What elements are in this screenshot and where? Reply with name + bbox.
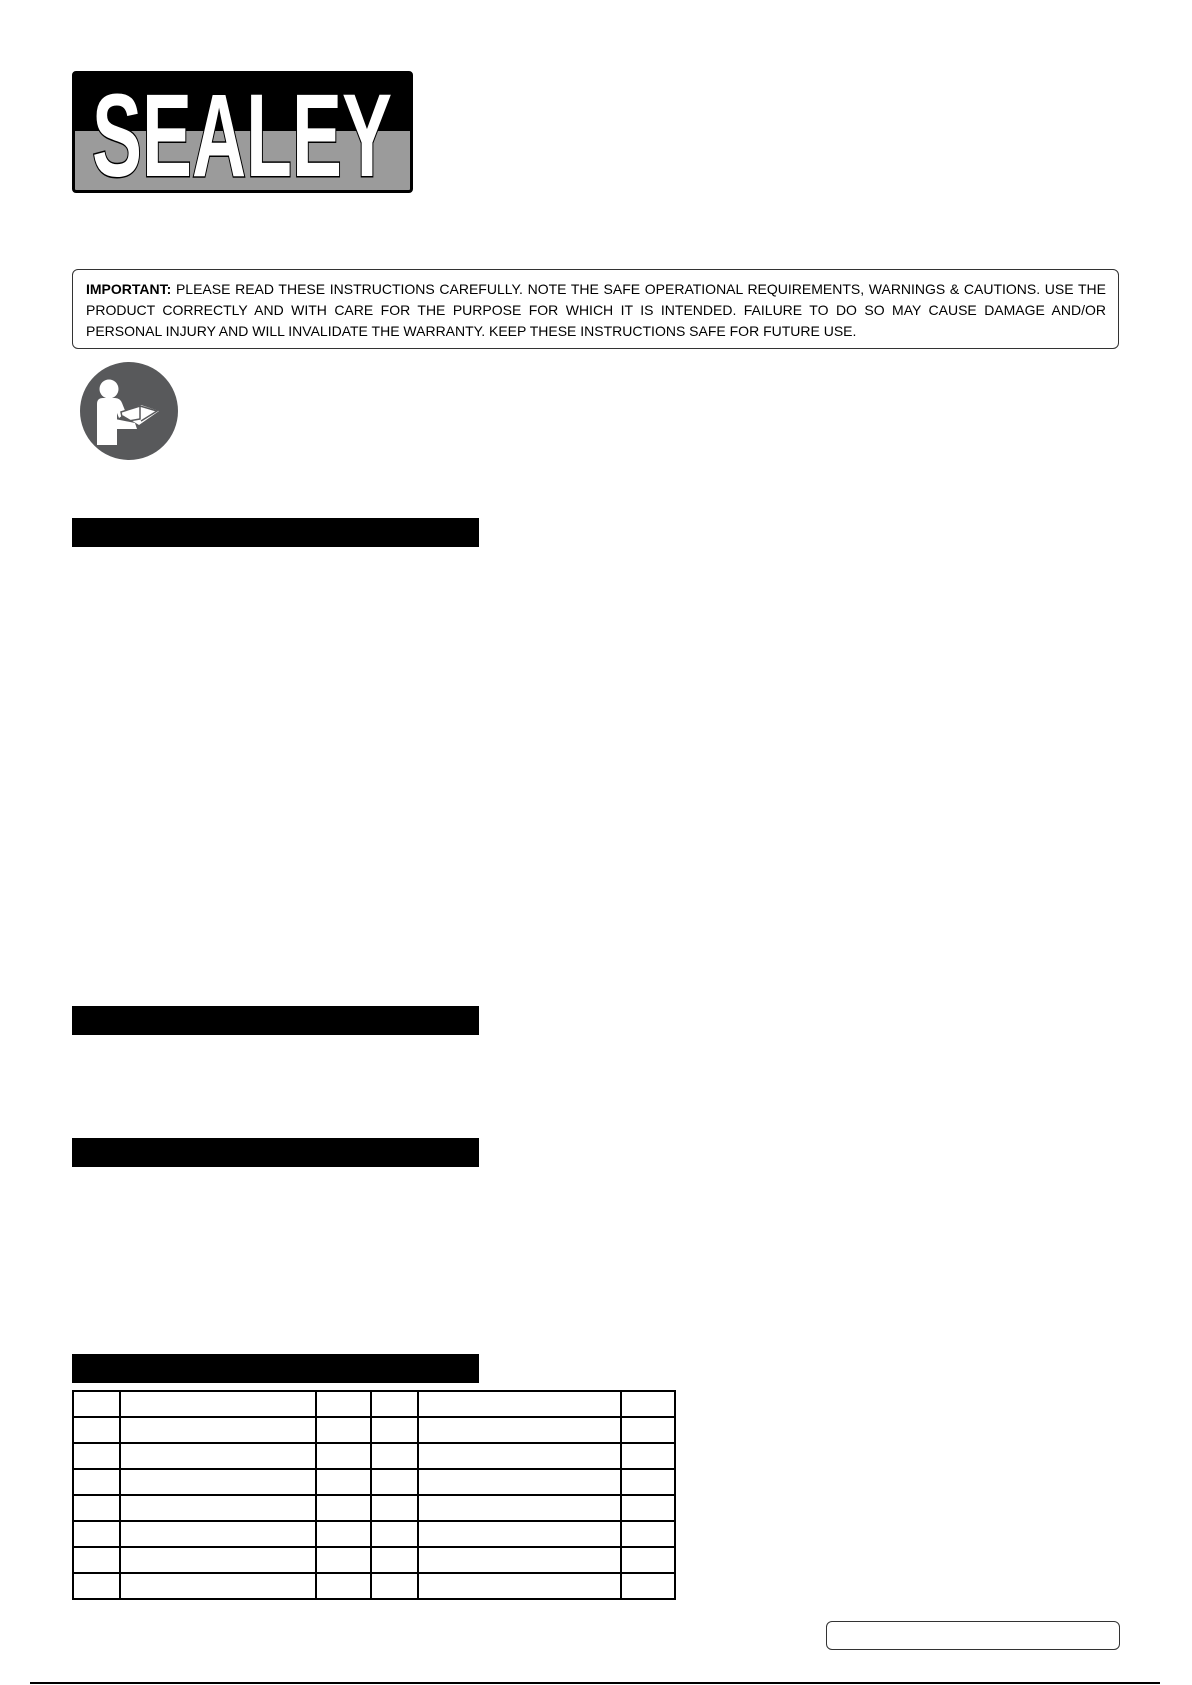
table-row [73, 1573, 675, 1599]
table-cell [371, 1573, 418, 1599]
table-row [73, 1495, 675, 1521]
sealey-logo [72, 70, 413, 202]
table-cell [418, 1417, 621, 1443]
table-cell [316, 1417, 371, 1443]
table-cell [621, 1443, 675, 1469]
table-cell [73, 1521, 120, 1547]
table-cell [120, 1495, 316, 1521]
table-cell [316, 1469, 371, 1495]
table-cell [73, 1573, 120, 1599]
read-manual-icon [79, 361, 179, 461]
parts-table [72, 1390, 676, 1600]
table-row [73, 1443, 675, 1469]
table-cell [621, 1495, 675, 1521]
table-cell [371, 1521, 418, 1547]
table-cell [418, 1391, 621, 1417]
reference-box [826, 1621, 1120, 1650]
table-cell [120, 1521, 316, 1547]
table-cell [316, 1547, 371, 1573]
table-row [73, 1521, 675, 1547]
table-cell [120, 1443, 316, 1469]
table-cell [120, 1469, 316, 1495]
table-cell [73, 1469, 120, 1495]
table-cell [371, 1547, 418, 1573]
table-cell [316, 1391, 371, 1417]
table-cell [418, 1469, 621, 1495]
footer-divider [30, 1682, 1160, 1684]
table-cell [120, 1391, 316, 1417]
table-row [73, 1547, 675, 1573]
notice-body: PLEASE READ THESE INSTRUCTIONS CAREFULLY. NOTE THE SAFE OPERATIONAL REQUIREMENTS, WARNINGS & CAUTIONS. USE THE PRODUCT CORRECTLY AND WITH CARE FOR THE PURPOSE FOR WHICH IT IS INTENDED. FAILURE TO DO SO MAY CAUSE DAMAGE AND/OR PERSONAL INJURY AND WILL INVALIDATE THE WARRANTY. KEEP THESE INSTRUCTIONS SAFE FOR FUTURE USE. [86, 281, 1107, 339]
table-cell [621, 1521, 675, 1547]
table-cell [73, 1495, 120, 1521]
table-cell [316, 1521, 371, 1547]
table-cell [73, 1417, 120, 1443]
table-cell [621, 1417, 675, 1443]
section-bar-2 [72, 1006, 479, 1035]
table-cell [73, 1547, 120, 1573]
important-notice [72, 269, 1119, 349]
table-cell [371, 1469, 418, 1495]
table-cell [371, 1495, 418, 1521]
section-bar-3 [72, 1138, 479, 1167]
table-cell [120, 1417, 316, 1443]
table-cell [621, 1547, 675, 1573]
table-cell [73, 1443, 120, 1469]
table-cell [120, 1547, 316, 1573]
table-cell [120, 1573, 316, 1599]
table-cell [418, 1573, 621, 1599]
table-cell [371, 1391, 418, 1417]
notice-lead: IMPORTANT: [86, 281, 172, 297]
table-cell [621, 1391, 675, 1417]
table-row [73, 1469, 675, 1495]
table-cell [316, 1443, 371, 1469]
table-cell [621, 1469, 675, 1495]
table-cell [418, 1521, 621, 1547]
table-cell [371, 1443, 418, 1469]
table-row [73, 1391, 675, 1417]
table-cell [621, 1573, 675, 1599]
sealey-logo-wordmark [75, 70, 410, 202]
table-cell [73, 1391, 120, 1417]
table-row [73, 1417, 675, 1443]
table-cell [371, 1417, 418, 1443]
section-bar-4 [72, 1354, 479, 1383]
table-cell [418, 1547, 621, 1573]
table-cell [418, 1495, 621, 1521]
table-cell [316, 1495, 371, 1521]
table-cell [316, 1573, 371, 1599]
section-bar-1 [72, 518, 479, 547]
table-cell [418, 1443, 621, 1469]
logo-text: SEALEY [92, 70, 392, 202]
